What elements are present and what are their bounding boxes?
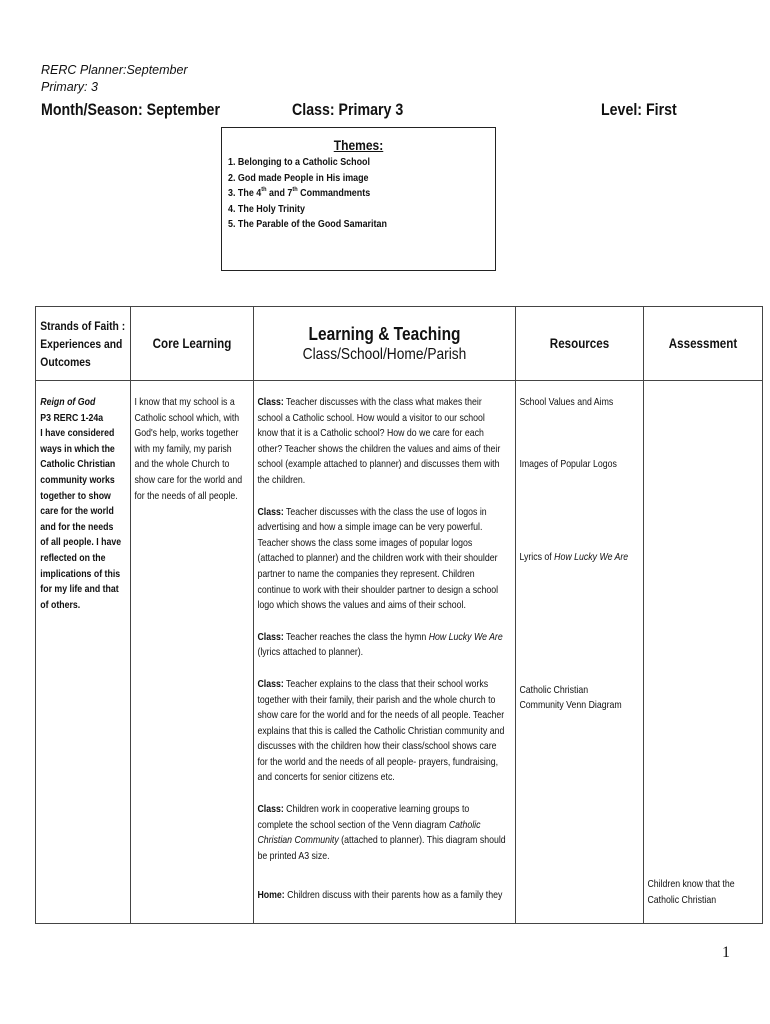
header-resources: Resources (516, 307, 644, 381)
theme-item: 4. The Holy Trinity (228, 203, 305, 215)
class-label: Class: Primary 3 (292, 101, 404, 119)
resources-cell (516, 381, 644, 924)
resource-item: Catholic Christian Community Venn Diagram (519, 684, 622, 712)
assessment-cell (644, 381, 763, 924)
resource-item: Lyrics of How Lucky We Are (519, 552, 629, 564)
theme-item: 2. God made People in His image (228, 172, 369, 184)
planner-title: RERC Planner:September (41, 63, 188, 77)
month-season: Month/Season: September (41, 101, 220, 119)
assessment-text: Children know that the Catholic Christian (647, 879, 735, 906)
themes-box (221, 127, 496, 271)
table-row (36, 381, 763, 924)
primary-label: Primary: 3 (41, 80, 98, 94)
table-header-row (36, 307, 763, 381)
learning-teaching-cell: Class: Teacher discusses with the class what makes their school a Catholic school. How would a visitor to our school know that it is a Catholic school? How do we care for each other? Teacher shows the children the values and aims of their school (example attached to planner) and discusses them with the children. Class: Teacher discusses with the class the use of logos in advertising and how a simple image can be very powerful. Teacher shows the class some images of popular logos (attached to planner) and the children work with their shoulder partner to name the companies they represent. Children continue to work with their shoulder partner to design a school logo which shows the values and aims of their school. Class: Teacher reaches the class the hymn How Lucky We Are (lyrics attached to planner). Class: Teacher explains to the class that their school works together with their family, their parish and the whole church to show care for the world and for the needs of all people. Teacher explains that this is called the Catholic Christian community and discusses with the children how their class/school shows care for the world and the needs of all people- prayers, fundraising, and concerts for senior citizens etc. Class: Children work in cooperative learning groups to complete the school section of the Venn diagram Catholic Christian Community (attached to planner). This diagram should be printed A3 size. Home: Children discuss with their parents how as a family they (254, 381, 516, 924)
header-assessment: Assessment (644, 307, 763, 381)
theme-item: 3. The 4th and 7th Commandments (228, 186, 371, 199)
planner-table (35, 306, 763, 924)
level-label: Level: First (601, 101, 677, 119)
header-core-learning: Core Learning (131, 307, 254, 381)
theme-item: 1. Belonging to a Catholic School (228, 157, 370, 168)
core-learning-cell: I know that my school is a Catholic school which, with God's help, works together with my family, my parish and the whole Church to show care for the world and for the needs of all people. (131, 381, 254, 924)
strands-cell: Reign of God P3 RERC 1-24a I have considered ways in which the Catholic Christian community works together to show care for the world and for the needs of all people. I have reflected on the implications of this for my life and that of others. (36, 381, 131, 924)
themes-list (228, 155, 495, 233)
resource-item: Images of Popular Logos (519, 458, 617, 470)
theme-item: 5. The Parable of the Good Samaritan (228, 219, 387, 230)
themes-title: Themes: (333, 137, 384, 153)
page-number: 1 (722, 944, 730, 961)
resource-item: School Values and Aims (519, 397, 614, 408)
header-strands: Strands of Faith : Experiences and Outcomes (36, 307, 131, 381)
header-learning-teaching: Learning & Teaching Class/School/Home/Parish (254, 307, 516, 381)
